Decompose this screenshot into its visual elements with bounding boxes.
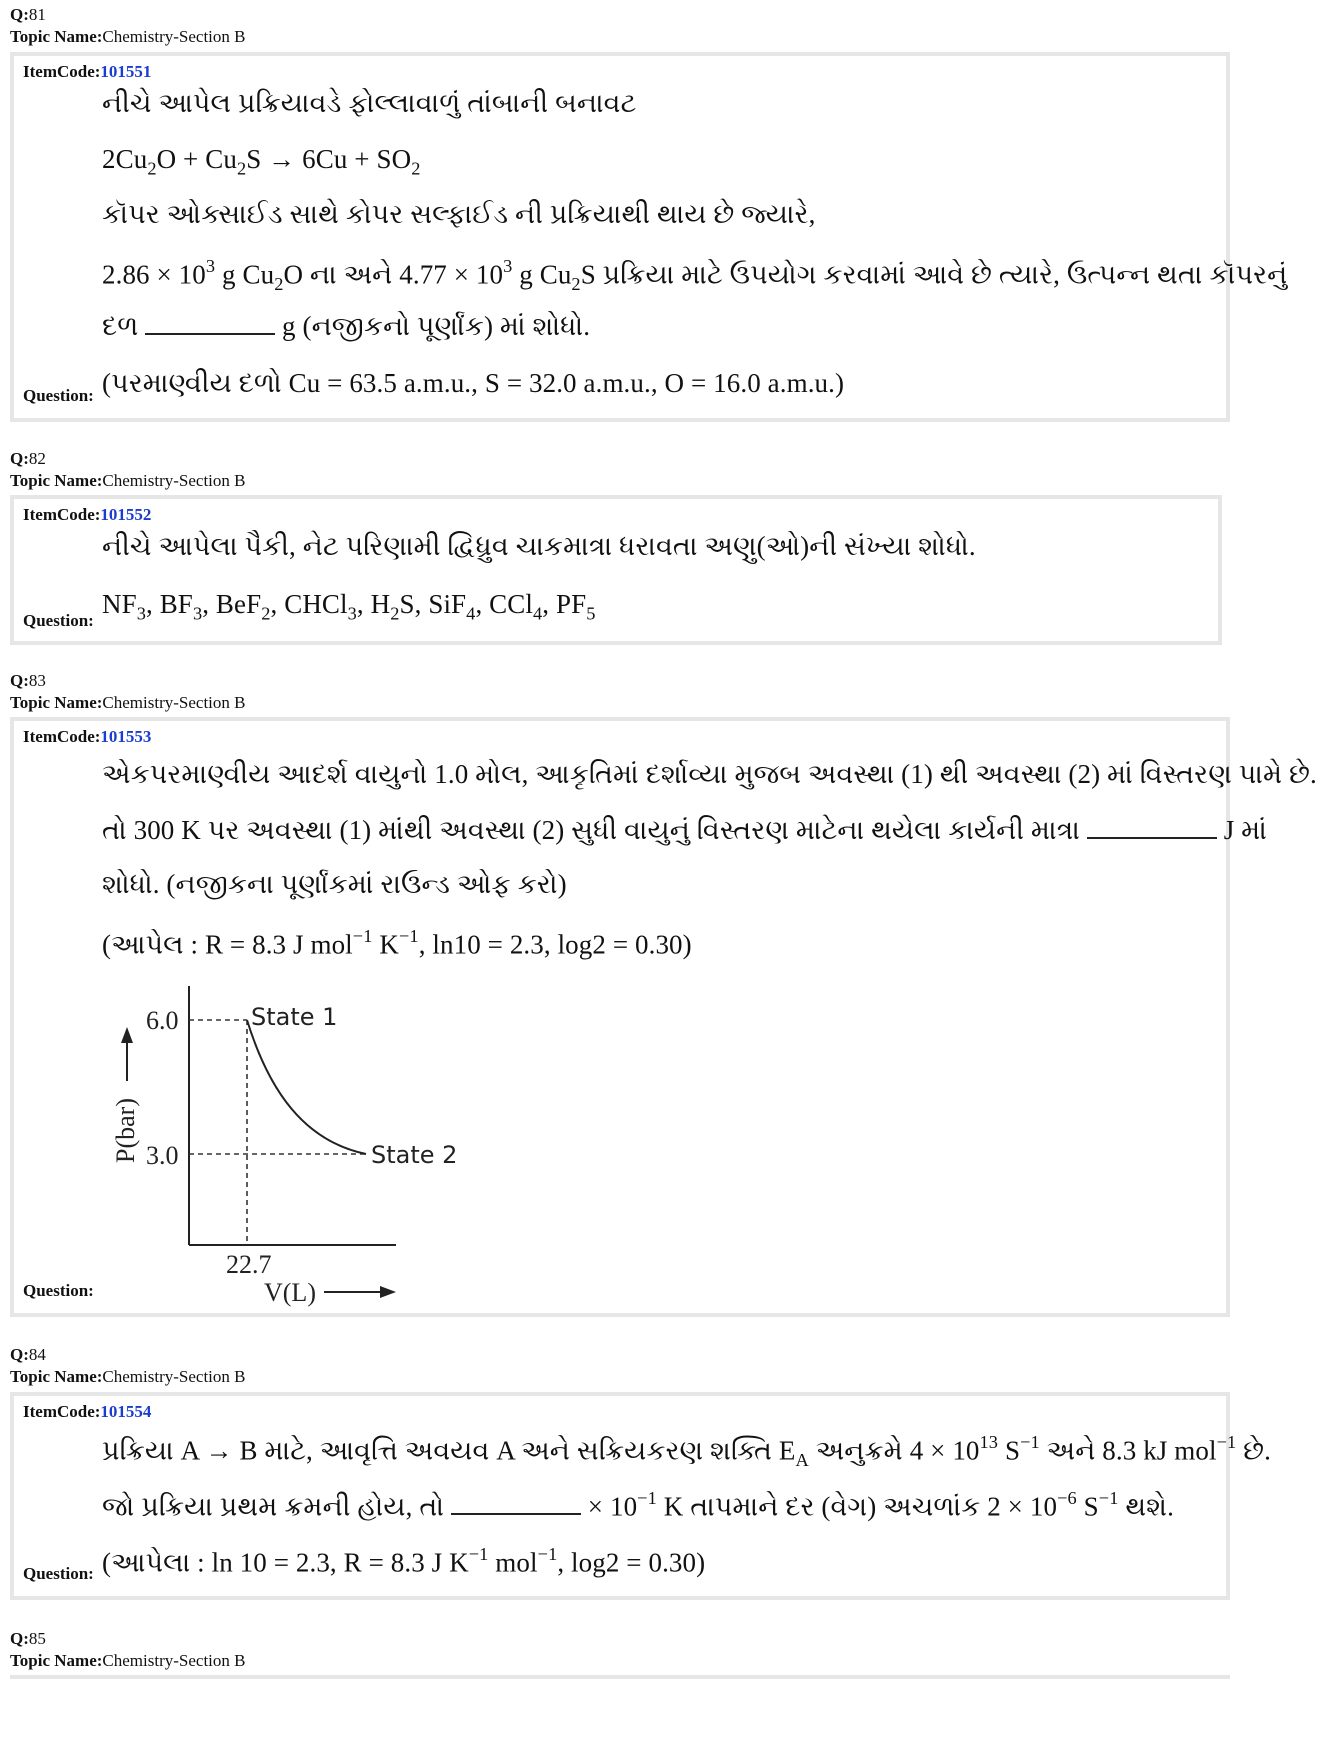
topic-label: Topic Name: [10, 471, 103, 490]
answer-blank[interactable] [451, 1491, 581, 1515]
item-code [23, 505, 151, 525]
state1-label: State 1 [251, 1003, 338, 1031]
question-header [10, 4, 245, 48]
pv-diagram [14, 721, 514, 1321]
x-arrowhead [380, 1286, 396, 1298]
itemcode-value: 101552 [100, 505, 152, 524]
itemcode-label: ItemCode: [23, 1402, 101, 1421]
question-text-line: કૉપર ઓક્સાઈડ સાથે કોપર સલ્ફાઈડ ની પ્રક્રિયાથી થાય છે જ્યારે, [102, 199, 816, 229]
question-number-row [10, 1344, 245, 1366]
question-number: 84 [28, 1345, 46, 1364]
topic-label: Topic Name: [10, 27, 103, 46]
reaction-equation: $2Cu_2O + Cu_2S \to 6Cu + SO_2$ [102, 144, 421, 179]
topic-name: Chemistry-Section B [102, 1651, 246, 1670]
topic-name: Chemistry-Section B [102, 471, 246, 490]
question-card [10, 52, 1288, 422]
question-header [10, 448, 245, 492]
expansion-curve [247, 1020, 366, 1154]
question-number: 85 [28, 1629, 46, 1648]
question-header [10, 1628, 245, 1672]
question-label: Question: [23, 386, 94, 405]
question-text-line: (પરમાણ્વીય દળો Cu = 63.5 a.m.u., S = 32.0 a.m.u., O = 16.0 a.m.u.) [102, 368, 845, 398]
itemcode-value: 101551 [100, 62, 152, 81]
question-label: Question: [23, 611, 94, 630]
molecule-list: $NF_3$, $BF_3$, BeF$_2$, CHCl$_3$, $H_2S$, SiF$_4$, CCl$_4$, $PF_5$ [102, 589, 596, 624]
topic-name: Chemistry-Section B [102, 27, 246, 46]
question-number-row [10, 448, 245, 470]
question-number: 82 [28, 449, 46, 468]
y-tick-low: 3.0 [146, 1141, 179, 1170]
question-text-line: દળ g (નજીકનો પૂર્ણાંક) માં શોધો. [102, 311, 591, 341]
topic-label: Topic Name: [10, 693, 103, 712]
q-label: Q: [10, 5, 29, 24]
question-header [10, 1344, 245, 1388]
topic-label: Topic Name: [10, 1367, 103, 1386]
question-number: 83 [28, 671, 46, 690]
question-text-line: શોધો. (નજીકના પૂર્ણાંકમાં રાઉન્ડ ઓફ કરો) [102, 869, 567, 899]
question-text-line: પ્રક્રિયા A → B માટે, આવૃત્તિ અવયવ A અને સક્રિયકરણ શક્તિ $E_A$ અનુક્રમે $4 \times 10^{13}$ $S^{-1}$ અને 8.3 kJ mol$^{-1}$ છે. [102, 1432, 1271, 1470]
question-label: Question: [23, 1281, 94, 1300]
topic-name: Chemistry-Section B [102, 1367, 246, 1386]
question-header [10, 670, 245, 714]
question-number-row [10, 4, 245, 26]
topic-row [10, 1366, 245, 1388]
item-code [23, 1402, 151, 1422]
question-card [10, 717, 1317, 1317]
answer-blank[interactable] [1087, 815, 1217, 839]
topic-label: Topic Name: [10, 1651, 103, 1670]
question-card [10, 1392, 1271, 1600]
itemcode-value: 101553 [100, 727, 152, 746]
question-text-line: તો 300 K પર અવસ્થા (1) માંથી અવસ્થા (2) સુધી વાયુનું વિસ્તરણ માટેના થયેલા કાર્યની માત્રા J માં [102, 815, 1267, 845]
itemcode-label: ItemCode: [23, 505, 101, 524]
question-text-line: નીચે આપેલા પૈકી, નેટ પરિણામી દ્વિધ્રુવ ચાકમાત્રા ધરાવતા અણુ(ઓ)ની સંખ્યા શોધો. [102, 531, 976, 561]
x-tick: 22.7 [226, 1250, 272, 1279]
topic-row [10, 26, 245, 48]
question-text-line: જો પ્રક્રિયા પ્રથમ ક્રમની હોય, તો × $10^{-1}$ K તાપમાને દર (વેગ) અચળાંક $2 \times 10^{-6}$ $S^{-1}$ થશે. [102, 1488, 1174, 1522]
q-label: Q: [10, 449, 29, 468]
question-text-line: નીચે આપેલ પ્રક્રિયાવડે ફોલ્લાવાળું તાંબાની બનાવટ [102, 88, 637, 118]
question-card [10, 495, 1222, 645]
question-number-row [10, 670, 245, 692]
q-label: Q: [10, 1629, 29, 1648]
q-label: Q: [10, 1345, 29, 1364]
y-arrowhead [121, 1027, 133, 1043]
question-text-line: (આપેલ : R = 8.3 J mol$^{-1}$ $K^{-1}$, ln10 = 2.3, log2 = 0.30) [102, 926, 692, 960]
x-axis-label: V(L) [264, 1278, 316, 1307]
question-number-row [10, 1628, 245, 1650]
topic-row [10, 1650, 245, 1672]
state2-label: State 2 [371, 1141, 458, 1169]
question-label: Question: [23, 1564, 94, 1583]
card-top-border [10, 1675, 1230, 1679]
itemcode-label: ItemCode: [23, 727, 101, 746]
y-axis-label: P(bar) [111, 1098, 140, 1163]
topic-row [10, 470, 245, 492]
answer-blank[interactable] [145, 311, 275, 335]
topic-name: Chemistry-Section B [102, 693, 246, 712]
item-code [23, 62, 151, 82]
question-text-line: $2.86 \times 10^3$ g $Cu_2O$ ના અને $4.77 \times 10^3$ g $Cu_2S$ પ્રક્રિયા માટે ઉપયોગ કરવામાં આવે છે ત્યારે, ઉત્પન્ન થતા કૉપરનું [102, 256, 1288, 294]
question-text-line: (આપેલા : ln 10 = 2.3, R = 8.3 J $K^{-1}$ mol$^{-1}$, log2 = 0.30) [102, 1544, 706, 1578]
y-tick-high: 6.0 [146, 1006, 179, 1035]
itemcode-value: 101554 [100, 1402, 152, 1421]
question-text-line: એકપરમાણ્વીય આદર્શ વાયુનો 1.0 મોલ, આકૃતિમાં દર્શાવ્યા મુજબ અવસ્થા (1) થી અવસ્થા (2) માં વિસ્તરણ પામે છે. [102, 759, 1317, 789]
question-number: 81 [28, 5, 46, 24]
topic-row [10, 692, 245, 714]
itemcode-label: ItemCode: [23, 62, 101, 81]
q-label: Q: [10, 671, 29, 690]
